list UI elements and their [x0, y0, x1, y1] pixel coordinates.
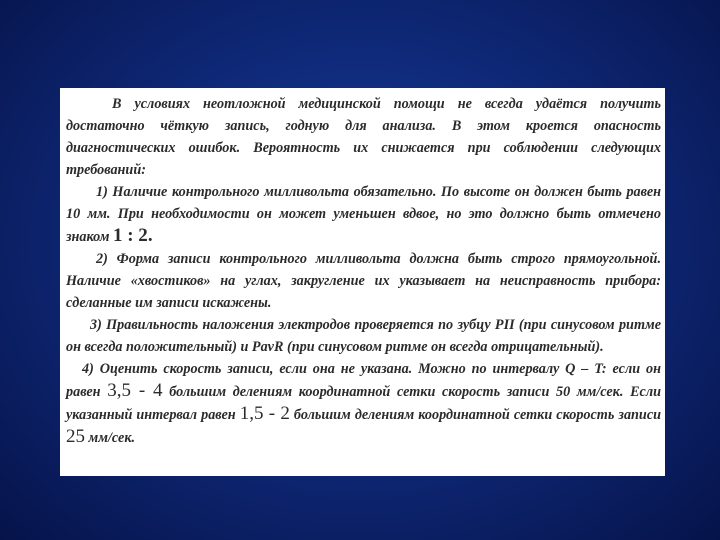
- item-4-text-a: 4) Оценить скорость записи, если она не указана. Можно по интервалу Q – T: если он равен: [66, 361, 661, 400]
- paragraph-intro: В условиях неотложной медицинской помощи не всегда удаётся получить достаточно чёткую запись, годную для анализа. В этом кроется опасность диагностических ошибок. Вероятность их снижается при соблюдении следующих требований:: [66, 96, 661, 178]
- item-1-period: .: [147, 225, 153, 246]
- item-1-ratio: 1 : 2: [112, 225, 148, 246]
- item-4-value-1: 3,5 - 4: [107, 380, 163, 401]
- item-4-value-3: 25: [66, 426, 85, 447]
- item-4-text-b: большим делениям координатной сетки скорость записи 50 мм/сек. Если указанный интервал равен: [66, 384, 662, 423]
- paragraph-item-1: [66, 181, 661, 248]
- paragraph-item-4: [66, 358, 661, 449]
- paragraph-item-2: 2) Форма записи контрольного милливольта должна быть строго прямоугольной. Наличие «хвостиков» на углах, закругление их указывает на неисправность прибора: сделанные им записи искажены.: [66, 251, 661, 311]
- item-4-value-2: 1,5 - 2: [239, 403, 290, 424]
- paragraph-item-3: 3) Правильность наложения электродов проверяется по зубцу PII (при синусовом ритме он всегда положительный) и PavR (при синусовом ритме он всегда отрицательный).: [66, 317, 661, 355]
- item-4-text-c: большим делениям координатной сетки скорость записи: [289, 407, 662, 423]
- item-1-text: 1) Наличие контрольного милливольта обязательно. По высоте он должен быть равен 10 мм. При необходимости он может уменьшен вдвое, но это должно быть отмечено знаком: [66, 184, 661, 245]
- item-4-text-d: мм/сек.: [85, 430, 136, 446]
- text-panel: [60, 88, 665, 476]
